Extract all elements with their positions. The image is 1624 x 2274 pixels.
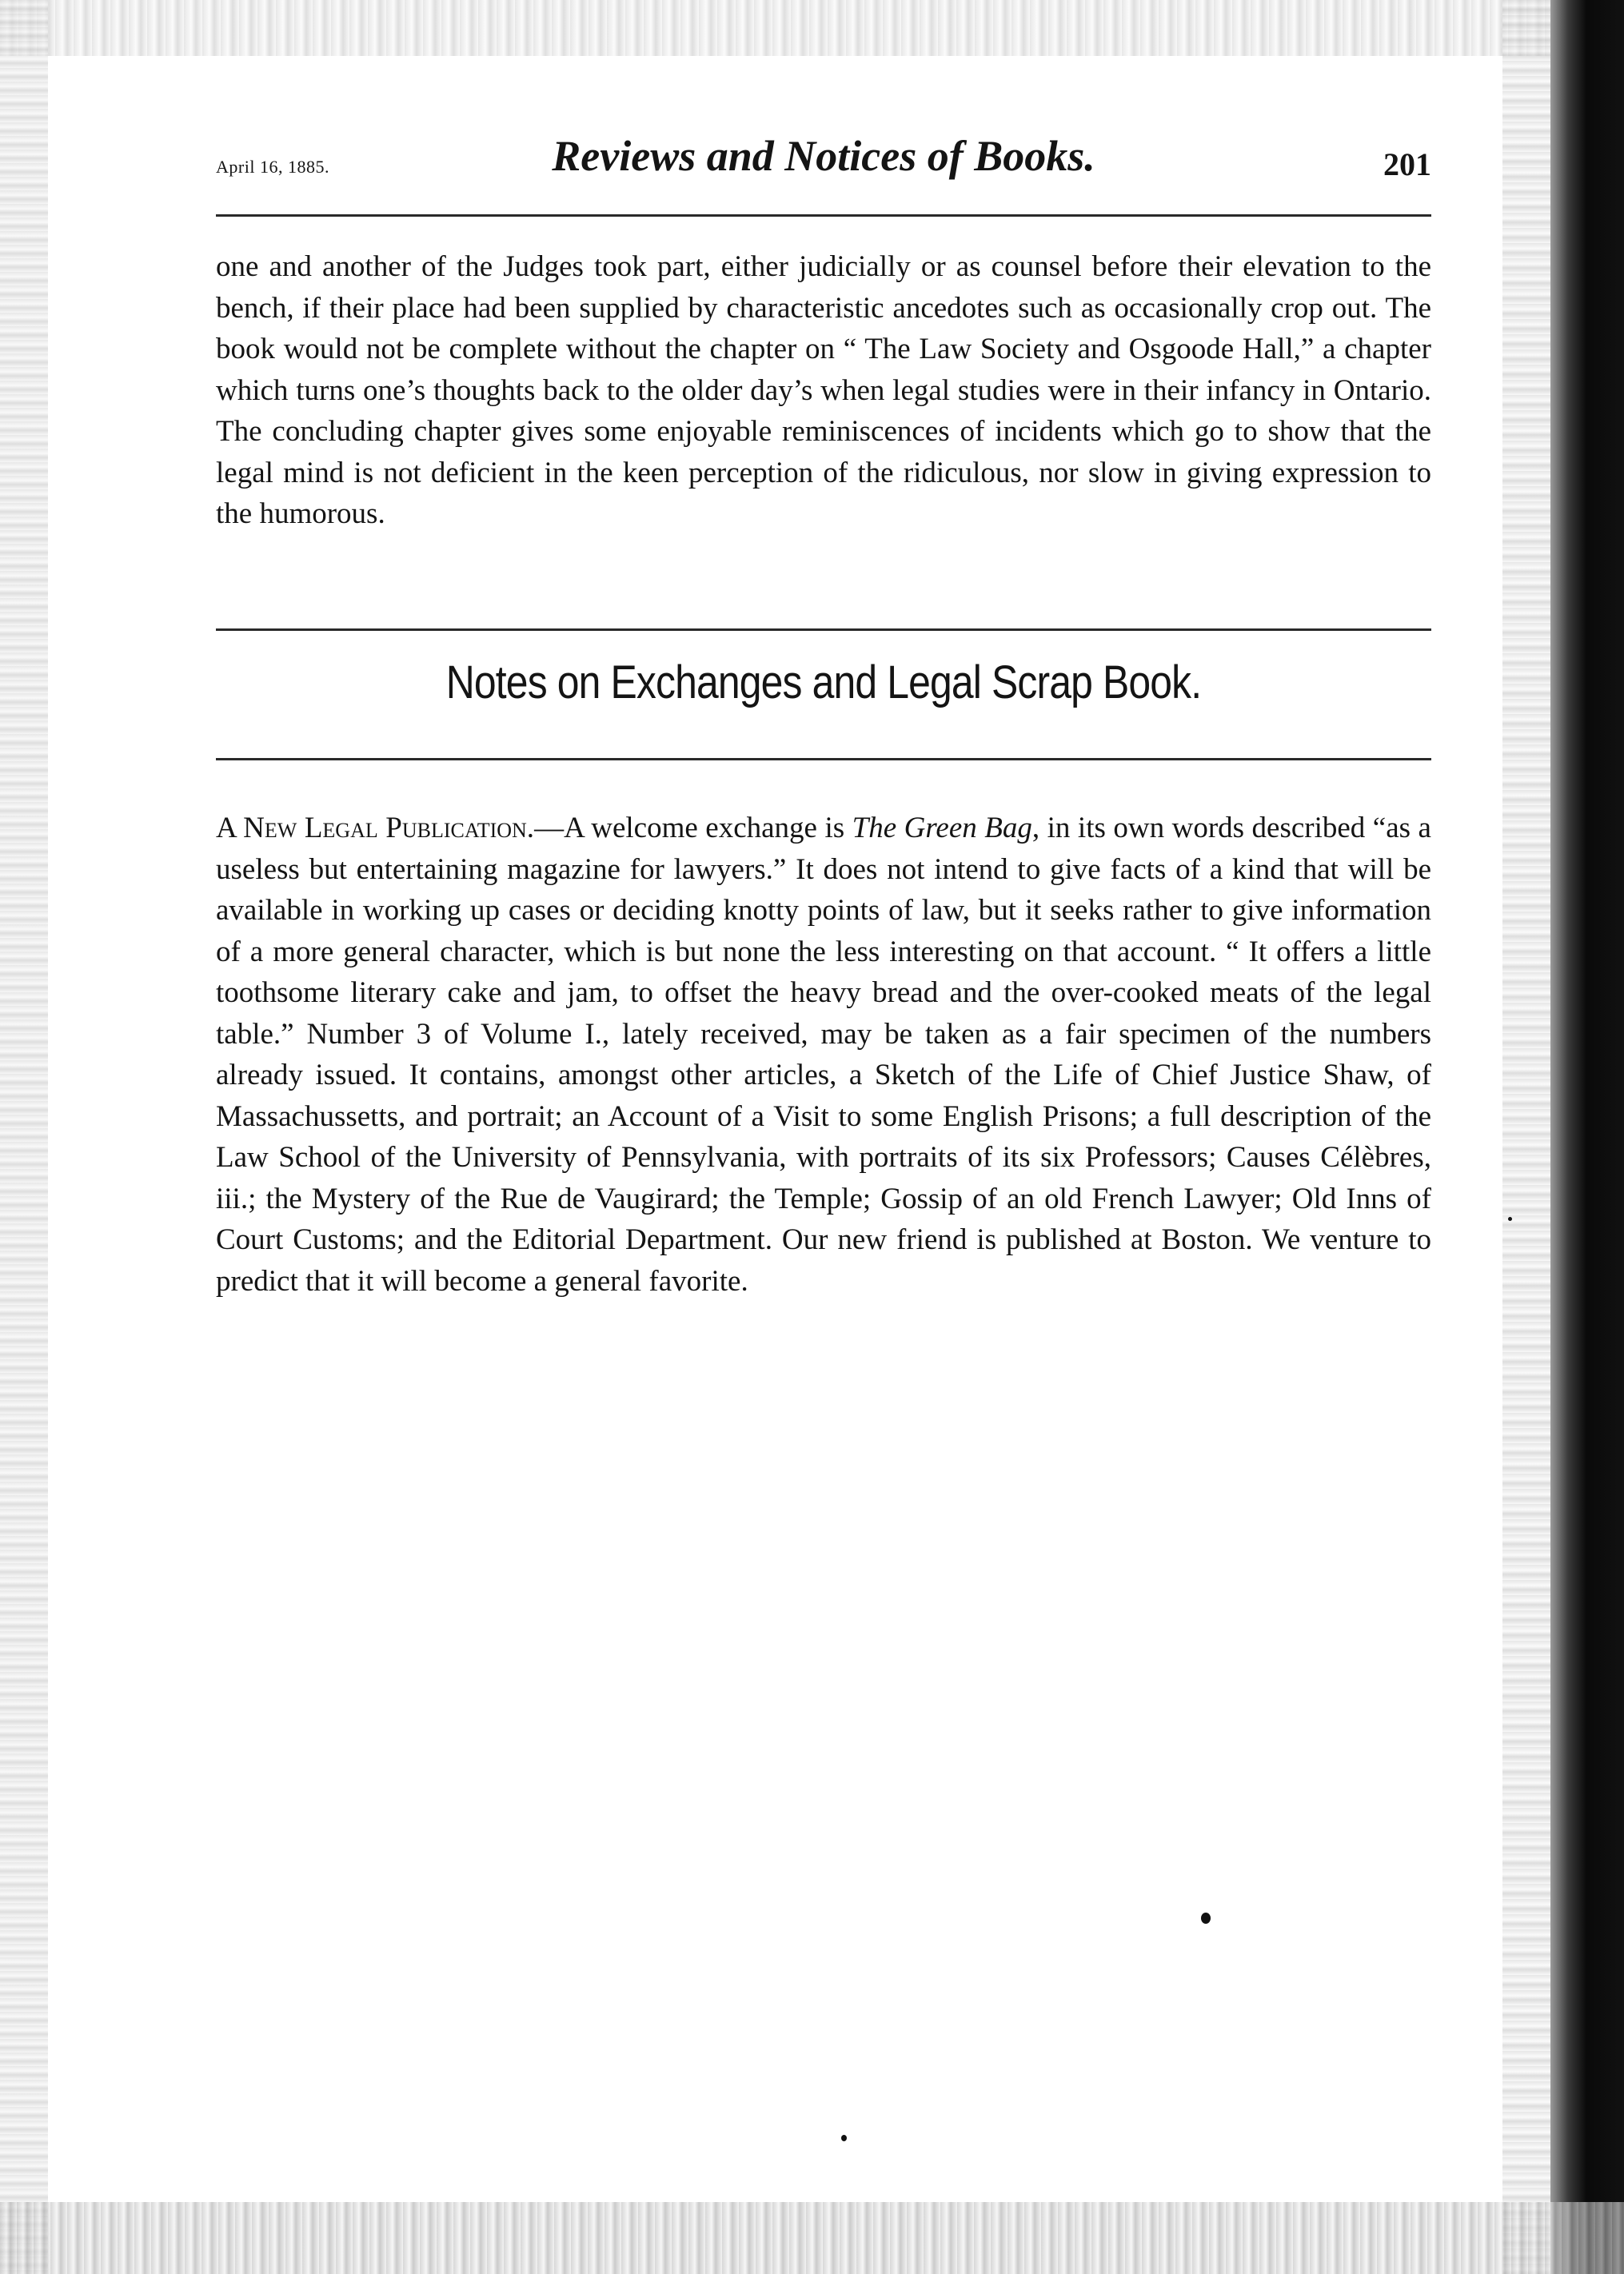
exchange-notice-paragraph [216, 808, 1431, 1302]
header-rule [216, 214, 1431, 217]
scan-edge-right [1550, 0, 1624, 2274]
running-head [216, 122, 1431, 186]
section-heading: Notes on Exchanges and Legal Scrap Book. [445, 656, 1202, 708]
running-title: Reviews and Notices of Books. [552, 132, 1095, 180]
page-number: 201 [1383, 146, 1431, 182]
scan-edge-right-mottle [1502, 0, 1550, 2274]
section-rule-top [216, 628, 1431, 631]
scan-edge-left [0, 0, 48, 2274]
notice-body: , in its own words described “as a useless but entertaining magazine for lawyers.” It does not intend to give facts of a kind that will be available in working up cases or deciding knotty points of law, but it seeks rather to give information of a more general character, which is but none the less interesting on that account. “ It offers a little toothsome literary cake and jam, to offset the heavy bread and the over-cooked meats of the legal table.” Number 3 of Volume I., lately received, may be taken as a fair specimen of the numbers already issued. It contains, amongst other articles, a Sketch of the Life of Chief Justice Shaw, of Massachussetts, and portrait; an Account of a Visit to some English Prisons; a full description of the Law School of the University of Pennsylvania, with portraits of its six Professors; Causes Célèbres, iii.; the Mystery of the Rue de Vaugirard; the Temple; Gossip of an old French Lawyer; Old Inns of Court Customs; and the Editorial Department. Our new friend is published at Boston. We venture to predict that it will become a general favorite. [216, 812, 1431, 1298]
ink-speck [1508, 1217, 1512, 1221]
section-rule-bottom [216, 758, 1431, 760]
ink-speck [1201, 1913, 1211, 1924]
issue-date: April 16, 1885. [216, 157, 329, 177]
review-continuation-paragraph: one and another of the Judges took part, either judicially or as counsel before their elevation to the bench, if their place had been supplied by characteristic ancedotes such as occasionally crop out. The book would not be complete without the chapter on “ The Law Society and Osgoode Hall,” a chapter which turns one’s thoughts back to the older day’s when legal studies were in their infancy in Ontario. The concluding chapter gives some enjoyable reminiscences of incidents which go to show that the legal mind is not deficient in the keen perception of the ridiculous, nor slow in giving expression to the humorous. [216, 250, 1431, 530]
journal-title: The Green Bag [852, 812, 1032, 844]
ink-speck [841, 2135, 847, 2141]
notice-lead-dash: —A welcome exchange is [534, 812, 852, 844]
notice-lead-in: A New Legal Publication. [216, 812, 535, 844]
scan-edge-top [0, 0, 1624, 56]
scan-edge-bottom [0, 2202, 1624, 2274]
